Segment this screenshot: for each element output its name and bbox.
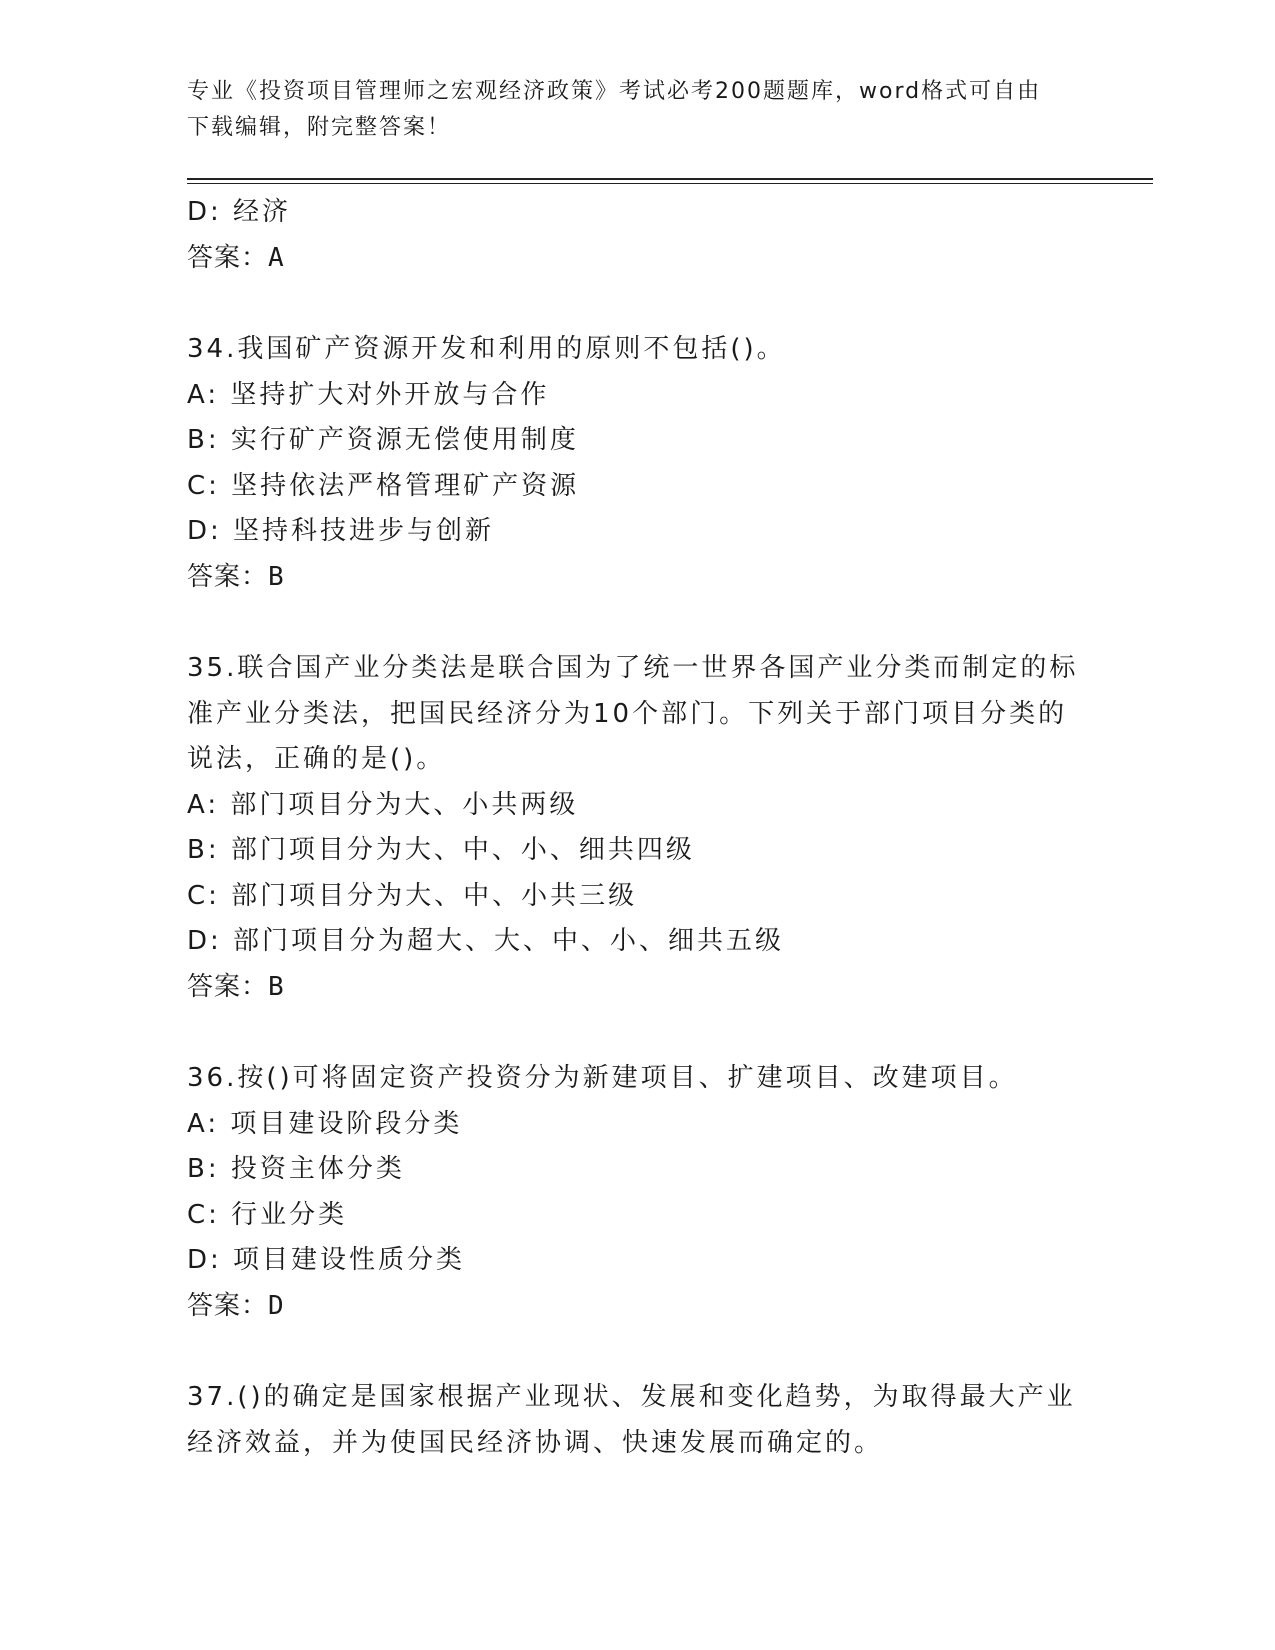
question-36 <box>187 1056 1087 1329</box>
option-c: C: 行业分类 <box>187 1199 348 1230</box>
option-d: D: 项目建设性质分类 <box>187 1245 466 1275</box>
option-b: B: 实行矿产资源无偿使用制度 <box>187 425 579 455</box>
option-d: D: 经济 <box>187 197 292 227</box>
header-divider-thin <box>187 183 1153 184</box>
previous-question-tail <box>187 190 1087 281</box>
question-stem: 37.()的确定是国家根据产业现状、发展和变化趋势，为取得最大产业 <box>187 1382 1076 1412</box>
question-34 <box>187 327 1087 600</box>
option-a: A: 项目建设阶段分类 <box>187 1108 463 1139</box>
option-c: C: 坚持依法严格管理矿产资源 <box>187 470 580 501</box>
answer-line: 答案：B <box>187 971 285 1002</box>
question-stem: 35.联合国产业分类法是联合国为了统一世界各国产业分类而制定的标 <box>187 653 1079 683</box>
question-stem: 34.我国矿产资源开发和利用的原则不包括()。 <box>187 334 786 364</box>
question-35 <box>187 646 1087 1010</box>
option-c: C: 部门项目分为大、中、小共三级 <box>187 880 638 911</box>
question-37 <box>187 1375 1087 1466</box>
document-header <box>187 74 1087 146</box>
answer-line: 答案：A <box>187 242 285 273</box>
answer-line: 答案：B <box>187 561 285 592</box>
option-b: B: 部门项目分为大、中、小、细共四级 <box>187 835 695 865</box>
option-b: B: 投资主体分类 <box>187 1154 405 1184</box>
question-stem: 36.按()可将固定资产投资分为新建项目、扩建项目、改建项目。 <box>187 1063 1018 1093</box>
question-list <box>187 190 1087 1466</box>
question-stem: 准产业分类法，把国民经济分为10个部门。下列关于部门项目分类的 <box>187 698 1068 729</box>
answer-line: 答案：D <box>187 1290 285 1321</box>
option-a: A: 坚持扩大对外开放与合作 <box>187 379 550 410</box>
option-d: D: 坚持科技进步与创新 <box>187 516 495 546</box>
question-stem: 说法，正确的是()。 <box>187 744 446 774</box>
option-d: D: 部门项目分为超大、大、中、小、细共五级 <box>187 926 785 956</box>
question-stem: 经济效益，并为使国民经济协调、快速发展而确定的。 <box>187 1427 884 1458</box>
header-line-1: 专业《投资项目管理师之宏观经济政策》考试必考200题题库，word格式可自由 <box>187 79 1042 104</box>
option-a: A: 部门项目分为大、小共两级 <box>187 789 579 820</box>
header-divider-thick <box>187 178 1153 180</box>
header-line-2: 下载编辑，附完整答案！ <box>187 115 452 140</box>
